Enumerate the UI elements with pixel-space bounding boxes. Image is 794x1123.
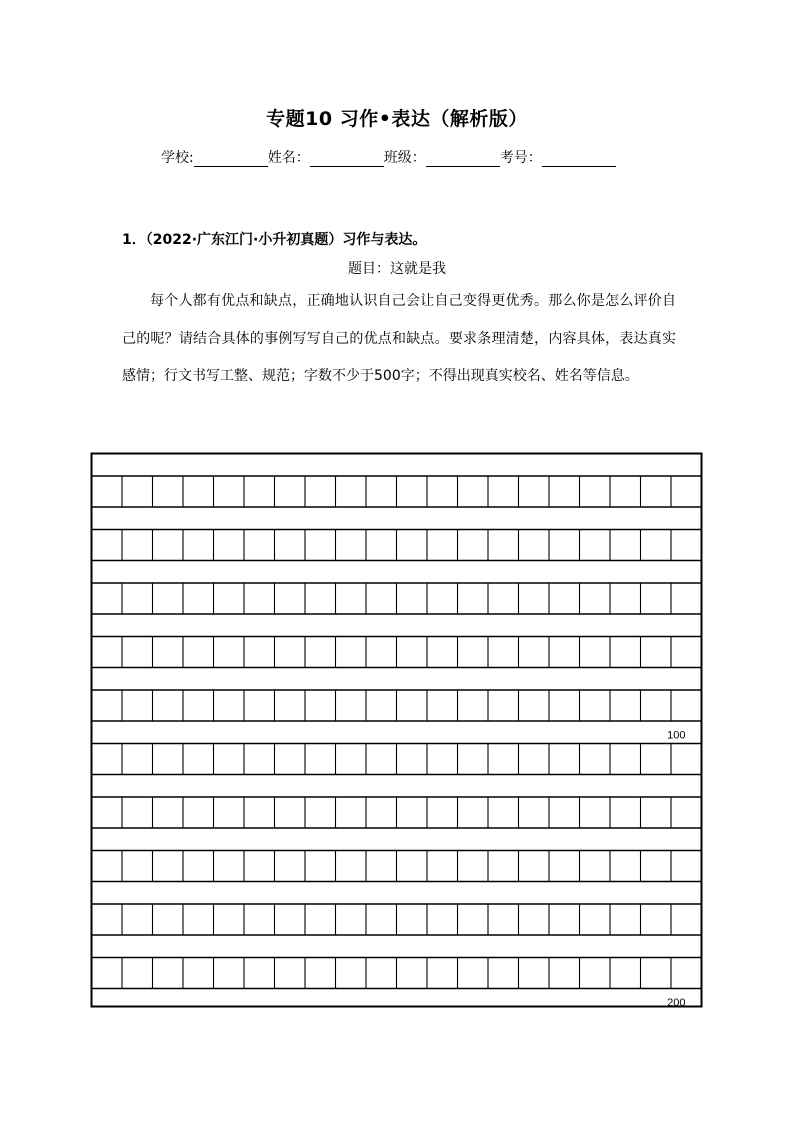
- grid-cell[interactable]: [397, 744, 428, 775]
- grid-cell[interactable]: [519, 904, 550, 935]
- grid-cell[interactable]: [214, 637, 245, 668]
- grid-cell[interactable]: [336, 851, 367, 882]
- grid-cell[interactable]: [488, 583, 519, 614]
- grid-cell[interactable]: [610, 744, 641, 775]
- composition-grid[interactable]: [90, 452, 703, 1008]
- grid-cell[interactable]: [92, 476, 123, 507]
- grid-cell[interactable]: [580, 958, 611, 989]
- grid-cell[interactable]: [244, 583, 275, 614]
- grid-cell[interactable]: [183, 530, 214, 561]
- grid-cell[interactable]: [366, 904, 397, 935]
- grid-cell[interactable]: [214, 744, 245, 775]
- grid-cell[interactable]: [275, 583, 306, 614]
- grid-cell[interactable]: [336, 583, 367, 614]
- grid-cell[interactable]: [519, 851, 550, 882]
- grid-cell[interactable]: [641, 690, 672, 721]
- word-count-marker: 200: [667, 997, 686, 1008]
- grid-cell[interactable]: [214, 476, 245, 507]
- grid-cell[interactable]: [549, 851, 580, 882]
- grid-cell[interactable]: [122, 476, 153, 507]
- grid-cell[interactable]: [336, 637, 367, 668]
- grid-cell[interactable]: [397, 583, 428, 614]
- grid-cell[interactable]: [275, 744, 306, 775]
- grid-cell[interactable]: [458, 744, 489, 775]
- grid-cell[interactable]: [641, 797, 672, 828]
- grid-cell[interactable]: [366, 690, 397, 721]
- grid-cell[interactable]: [580, 904, 611, 935]
- grid-cell[interactable]: [397, 851, 428, 882]
- grid-cell[interactable]: [519, 797, 550, 828]
- grid-cell[interactable]: [641, 476, 672, 507]
- grid-cell[interactable]: [458, 476, 489, 507]
- grid-cell[interactable]: [488, 476, 519, 507]
- grid-cell[interactable]: [488, 797, 519, 828]
- grid-cell[interactable]: [183, 744, 214, 775]
- grid-cell[interactable]: [153, 476, 184, 507]
- grid-cell[interactable]: [488, 744, 519, 775]
- grid-cell[interactable]: [488, 958, 519, 989]
- grid-cell[interactable]: [488, 851, 519, 882]
- school-blank[interactable]: [194, 149, 268, 167]
- grid-cell[interactable]: [671, 690, 702, 721]
- grid-cell[interactable]: [92, 690, 123, 721]
- grid-cell[interactable]: [183, 904, 214, 935]
- grid-cell[interactable]: [519, 958, 550, 989]
- grid-cell[interactable]: [366, 851, 397, 882]
- grid-cell[interactable]: [275, 958, 306, 989]
- grid-cell[interactable]: [244, 744, 275, 775]
- grid-cell[interactable]: [427, 583, 458, 614]
- grid-cell[interactable]: [641, 530, 672, 561]
- grid-cell[interactable]: [244, 958, 275, 989]
- grid-cell[interactable]: [275, 690, 306, 721]
- grid-cell[interactable]: [122, 904, 153, 935]
- grid-cell[interactable]: [519, 476, 550, 507]
- grid-cell[interactable]: [153, 744, 184, 775]
- grid-cell[interactable]: [92, 583, 123, 614]
- grid-cell[interactable]: [397, 797, 428, 828]
- grid-cell[interactable]: [366, 744, 397, 775]
- grid-cell[interactable]: [427, 744, 458, 775]
- grid-cell[interactable]: [336, 958, 367, 989]
- grid-cell[interactable]: [549, 637, 580, 668]
- page-title: 专题10 习作•表达（解析版）: [266, 108, 528, 130]
- grid-cell[interactable]: [427, 958, 458, 989]
- grid-cell[interactable]: [244, 797, 275, 828]
- grid-cell[interactable]: [641, 904, 672, 935]
- grid-cell[interactable]: [580, 690, 611, 721]
- grid-cell[interactable]: [92, 904, 123, 935]
- grid-cell[interactable]: [549, 476, 580, 507]
- grid-cell[interactable]: [488, 637, 519, 668]
- grid-cell[interactable]: [641, 637, 672, 668]
- grid-cell[interactable]: [488, 530, 519, 561]
- grid-cell[interactable]: [519, 583, 550, 614]
- grid-cell[interactable]: [641, 958, 672, 989]
- grid-cell[interactable]: [488, 690, 519, 721]
- grid-cell[interactable]: [305, 904, 336, 935]
- grid-cell[interactable]: [153, 958, 184, 989]
- grid-cell[interactable]: [305, 530, 336, 561]
- grid-cell[interactable]: [427, 637, 458, 668]
- grid-cell[interactable]: [214, 690, 245, 721]
- grid-cell[interactable]: [610, 851, 641, 882]
- grid-cell[interactable]: [366, 958, 397, 989]
- grid-cell[interactable]: [122, 530, 153, 561]
- grid-cell[interactable]: [275, 476, 306, 507]
- grid-cell[interactable]: [549, 690, 580, 721]
- grid-cell[interactable]: [244, 690, 275, 721]
- grid-cell[interactable]: [397, 637, 428, 668]
- grid-cell[interactable]: [183, 851, 214, 882]
- grid-cell[interactable]: [580, 476, 611, 507]
- grid-cell[interactable]: [244, 851, 275, 882]
- grid-cell[interactable]: [122, 744, 153, 775]
- grid-cell[interactable]: [336, 530, 367, 561]
- grid-cell[interactable]: [610, 958, 641, 989]
- grid-cell[interactable]: [122, 851, 153, 882]
- grid-cell[interactable]: [641, 851, 672, 882]
- grid-cell[interactable]: [671, 530, 702, 561]
- grid-cell[interactable]: [92, 744, 123, 775]
- grid-cell[interactable]: [122, 958, 153, 989]
- grid-cell[interactable]: [275, 904, 306, 935]
- grid-cell[interactable]: [580, 851, 611, 882]
- grid-cell[interactable]: [214, 797, 245, 828]
- grid-cell[interactable]: [397, 690, 428, 721]
- grid-cell[interactable]: [153, 851, 184, 882]
- grid-cell[interactable]: [427, 797, 458, 828]
- grid-cell[interactable]: [92, 851, 123, 882]
- grid-cell[interactable]: [549, 744, 580, 775]
- grid-cell[interactable]: [244, 476, 275, 507]
- grid-cell[interactable]: [305, 958, 336, 989]
- grid-cell[interactable]: [183, 583, 214, 614]
- grid-cell[interactable]: [92, 797, 123, 828]
- grid-cell[interactable]: [610, 476, 641, 507]
- grid-cell[interactable]: [519, 690, 550, 721]
- grid-cell[interactable]: [153, 904, 184, 935]
- grid-cell[interactable]: [397, 958, 428, 989]
- grid-cell[interactable]: [580, 530, 611, 561]
- grid-cell[interactable]: [671, 851, 702, 882]
- essay-prompt: 每个人都有优点和缺点，正确地认识自己会让自己变得更优秀。那么你是怎么评价自己的呢？请结合具体的事例写写自己的优点和缺点。要求条理清楚，内容具体，表达真实感情；行文书写工整、规范；字数不少于500字；不得出现真实校名、姓名等信息。: [122, 293, 676, 384]
- grid-cell[interactable]: [397, 476, 428, 507]
- grid-cell[interactable]: [275, 637, 306, 668]
- grid-cell[interactable]: [305, 690, 336, 721]
- grid-cell[interactable]: [366, 476, 397, 507]
- grid-cell[interactable]: [610, 797, 641, 828]
- grid-cell[interactable]: [275, 851, 306, 882]
- grid-cell[interactable]: [366, 637, 397, 668]
- grid-cell[interactable]: [458, 530, 489, 561]
- grid-cell[interactable]: [366, 530, 397, 561]
- grid-cell[interactable]: [427, 690, 458, 721]
- grid-cell[interactable]: [458, 958, 489, 989]
- grid-cell[interactable]: [549, 530, 580, 561]
- grid-cell[interactable]: [427, 476, 458, 507]
- grid-cell[interactable]: [458, 904, 489, 935]
- class-blank[interactable]: [426, 149, 500, 167]
- grid-cell[interactable]: [549, 583, 580, 614]
- exam-number-blank[interactable]: [542, 149, 616, 167]
- grid-cell[interactable]: [458, 851, 489, 882]
- grid-cell[interactable]: [610, 690, 641, 721]
- grid-cell[interactable]: [153, 530, 184, 561]
- grid-cell[interactable]: [549, 797, 580, 828]
- grid-cell[interactable]: [641, 744, 672, 775]
- grid-cell[interactable]: [305, 797, 336, 828]
- grid-cell[interactable]: [488, 904, 519, 935]
- grid-cell[interactable]: [427, 904, 458, 935]
- grid-cell[interactable]: [519, 530, 550, 561]
- grid-cell[interactable]: [336, 904, 367, 935]
- grid-cell[interactable]: [275, 797, 306, 828]
- grid-cell[interactable]: [183, 637, 214, 668]
- grid-cell[interactable]: [336, 690, 367, 721]
- grid-cell[interactable]: [580, 583, 611, 614]
- grid-cell[interactable]: [214, 904, 245, 935]
- grid-cell[interactable]: [153, 583, 184, 614]
- composition-grid-svg: [90, 452, 703, 1008]
- grid-cell[interactable]: [92, 637, 123, 668]
- exam-number-label: 考号：: [499, 150, 542, 166]
- name-blank[interactable]: [310, 149, 384, 167]
- grid-cell[interactable]: [580, 797, 611, 828]
- grid-cell[interactable]: [580, 744, 611, 775]
- grid-cell[interactable]: [183, 958, 214, 989]
- grid-cell[interactable]: [214, 958, 245, 989]
- grid-cell[interactable]: [336, 476, 367, 507]
- grid-cell[interactable]: [671, 476, 702, 507]
- grid-cell[interactable]: [366, 583, 397, 614]
- grid-cell[interactable]: [671, 904, 702, 935]
- grid-cell[interactable]: [671, 958, 702, 989]
- grid-cell[interactable]: [519, 744, 550, 775]
- grid-cell[interactable]: [305, 637, 336, 668]
- grid-cell[interactable]: [92, 530, 123, 561]
- grid-cell[interactable]: [153, 637, 184, 668]
- essay-topic: 题目：这就是我: [348, 261, 446, 277]
- grid-cell[interactable]: [183, 476, 214, 507]
- grid-cell[interactable]: [305, 851, 336, 882]
- grid-cell[interactable]: [549, 904, 580, 935]
- grid-cell[interactable]: [305, 476, 336, 507]
- grid-cell[interactable]: [519, 637, 550, 668]
- grid-cell[interactable]: [153, 797, 184, 828]
- grid-cell[interactable]: [122, 797, 153, 828]
- grid-cell[interactable]: [122, 690, 153, 721]
- grid-cell[interactable]: [244, 637, 275, 668]
- grid-cell[interactable]: [610, 583, 641, 614]
- grid-cell[interactable]: [122, 637, 153, 668]
- student-info-line: [161, 147, 661, 167]
- grid-cell[interactable]: [244, 530, 275, 561]
- grid-cell[interactable]: [183, 690, 214, 721]
- grid-cell[interactable]: [671, 583, 702, 614]
- class-label: 班级：: [383, 150, 426, 166]
- question-heading: 1．（2022·广东江门·小升初真题）习作与表达。: [122, 232, 427, 248]
- grid-cell[interactable]: [336, 797, 367, 828]
- grid-cell[interactable]: [122, 583, 153, 614]
- grid-cell[interactable]: [305, 583, 336, 614]
- grid-cell[interactable]: [458, 690, 489, 721]
- grid-cell[interactable]: [214, 530, 245, 561]
- grid-cell[interactable]: [397, 904, 428, 935]
- grid-cell[interactable]: [458, 583, 489, 614]
- grid-cell[interactable]: [275, 530, 306, 561]
- grid-cell[interactable]: [458, 637, 489, 668]
- word-count-marker: 100: [667, 729, 686, 742]
- grid-cell[interactable]: [427, 530, 458, 561]
- grid-cell[interactable]: [366, 797, 397, 828]
- grid-cell[interactable]: [671, 744, 702, 775]
- grid-cell[interactable]: [427, 851, 458, 882]
- grid-cell[interactable]: [671, 637, 702, 668]
- grid-cell[interactable]: [549, 958, 580, 989]
- grid-cell[interactable]: [641, 583, 672, 614]
- grid-cell[interactable]: [397, 530, 428, 561]
- grid-cell[interactable]: [458, 797, 489, 828]
- grid-cell[interactable]: [671, 797, 702, 828]
- grid-cell[interactable]: [214, 851, 245, 882]
- school-label: 学校:: [161, 150, 194, 166]
- grid-cell[interactable]: [580, 637, 611, 668]
- grid-cell[interactable]: [92, 958, 123, 989]
- grid-cell[interactable]: [610, 904, 641, 935]
- grid-cell[interactable]: [214, 583, 245, 614]
- name-label: 姓名：: [267, 150, 310, 166]
- grid-cell[interactable]: [244, 904, 275, 935]
- grid-cell[interactable]: [610, 637, 641, 668]
- grid-cell[interactable]: [336, 744, 367, 775]
- grid-cell[interactable]: [183, 797, 214, 828]
- grid-cell[interactable]: [305, 744, 336, 775]
- grid-cell[interactable]: [610, 530, 641, 561]
- grid-cell[interactable]: [153, 690, 184, 721]
